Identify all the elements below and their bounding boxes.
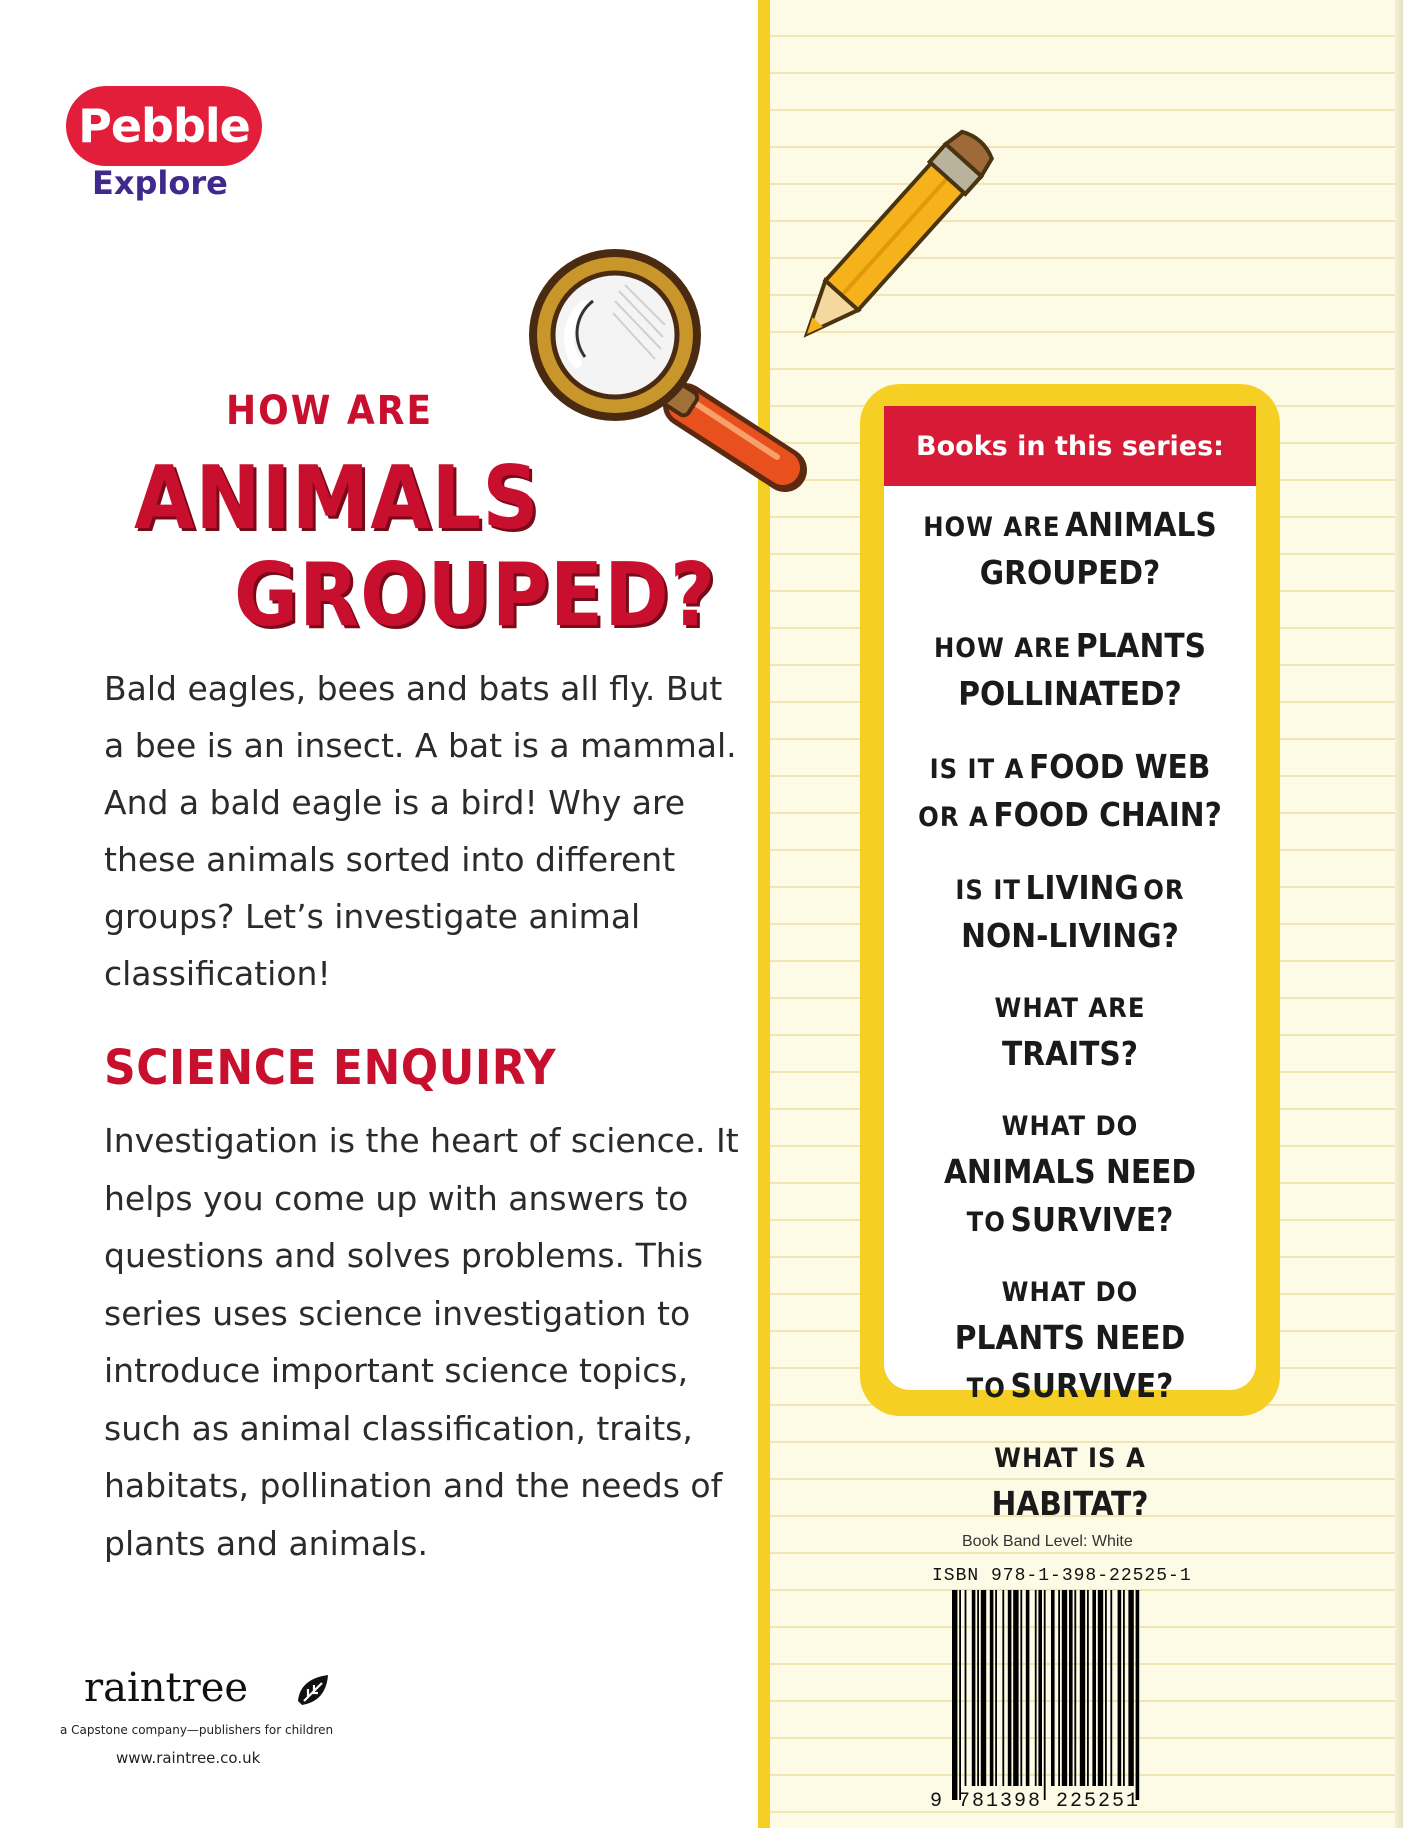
book-text-bold: FOOD CHAIN? <box>993 795 1222 834</box>
barcode-bar <box>952 1590 957 1800</box>
logo-word: Pebble <box>78 99 250 153</box>
book-text-regular: IS IT <box>955 875 1021 906</box>
barcode-bar <box>1118 1590 1122 1786</box>
barcode-bar <box>1069 1590 1073 1786</box>
science-enquiry-text: Investigation is the heart of science. It helps you come up with answers to questions and solves problems. This series uses science investigation to introduce important science topics, such as animal classification, traits, habitats, pollination and the needs of plants and animals. <box>104 1121 739 1563</box>
barcode-bar <box>1087 1590 1089 1786</box>
barcode-bar <box>1128 1590 1133 1786</box>
book-text-bold: FOOD WEB <box>1029 747 1211 786</box>
book-text-regular: WHAT DO <box>1001 1111 1139 1142</box>
barcode-bar <box>1080 1590 1085 1786</box>
publisher-tagline: a Capstone company—publishers for children <box>60 1723 334 1737</box>
barcode-bar <box>1051 1590 1055 1786</box>
book-text-regular: WHAT IS A <box>994 1443 1146 1474</box>
book-text-bold: ANIMALS NEED <box>943 1152 1197 1191</box>
book-text-regular: TO <box>966 1373 1006 1404</box>
series-book-plants-pollinated <box>884 625 1256 721</box>
barcode-bar <box>1058 1590 1060 1786</box>
pebble-explore-logo <box>66 86 266 206</box>
blurb-text: Bald eagles, bees and bats all fly. But a bee is an insect. A bat is a mammal. And a bald eagle is a bird! Why are these animals sorted into different groups? Let’s investigate animal classification! <box>104 669 737 993</box>
book-text-bold: TRAITS? <box>1002 1034 1138 1073</box>
book-text-bold: PLANTS <box>1075 626 1207 665</box>
book-text-regular: IS IT A <box>929 754 1025 785</box>
barcode-bar <box>1035 1590 1037 1786</box>
barcode-bar <box>1020 1590 1022 1786</box>
book-text-bold: LIVING <box>1025 868 1139 907</box>
series-header: Books in this series: <box>884 406 1256 486</box>
barcode-bar <box>965 1590 967 1786</box>
series-book-food-web <box>884 746 1256 842</box>
book-text-bold: SURVIVE? <box>1010 1200 1174 1239</box>
barcode-bar <box>1044 1590 1046 1800</box>
series-book-plants-survive <box>884 1272 1256 1413</box>
series-book-habitat <box>884 1438 1256 1531</box>
raintree-leaf-icon <box>294 1671 334 1711</box>
book-text-regular: HOW ARE <box>933 633 1072 664</box>
series-book-living <box>884 867 1256 963</box>
barcode-bar <box>1013 1590 1018 1786</box>
barcode-bar <box>1136 1590 1140 1800</box>
title-line-small: HOW ARE <box>226 388 434 434</box>
title-line-1: ANIMALS <box>134 448 540 550</box>
series-list <box>884 486 1256 1531</box>
logo-pill <box>66 86 262 166</box>
barcode-bar <box>1110 1590 1112 1786</box>
title-line-2: GROUPED? <box>234 545 717 647</box>
book-text-bold: PLANTS NEED <box>954 1318 1186 1357</box>
isbn-text: ISBN 978-1-398-22525-1 <box>932 1566 1192 1586</box>
book-text-regular: WHAT DO <box>1001 1277 1139 1308</box>
logo-sub: Explore <box>92 164 228 202</box>
book-text-regular: WHAT ARE <box>994 993 1146 1024</box>
series-panel <box>860 384 1280 1523</box>
barcode-bar <box>1123 1590 1125 1786</box>
book-text-regular: OR A <box>918 802 989 833</box>
barcode-bar <box>995 1590 997 1786</box>
barcode-bar <box>1026 1590 1030 1786</box>
barcode-bar <box>1105 1590 1107 1786</box>
barcode-bar <box>1092 1590 1096 1786</box>
series-book-traits <box>884 988 1256 1081</box>
barcode-bar <box>1008 1590 1012 1786</box>
pencil-icon <box>800 110 1030 330</box>
barcode-digits: 9 781398 225251 <box>930 1790 1141 1813</box>
page-edge <box>1395 0 1403 1828</box>
science-enquiry-heading: SCIENCE ENQUIRY <box>104 1040 557 1097</box>
barcode-bar <box>972 1590 976 1786</box>
barcode-bar <box>1002 1590 1004 1786</box>
barcode-bar <box>990 1590 994 1786</box>
series-panel-inner <box>884 406 1256 1523</box>
series-book-animals-grouped <box>884 504 1256 600</box>
barcode-icon <box>950 1590 1190 1800</box>
barcode-bar <box>1038 1590 1042 1786</box>
book-text-bold: HABITAT? <box>991 1484 1149 1523</box>
publisher-name: raintree <box>84 1665 249 1711</box>
book-text-bold: POLLINATED? <box>958 674 1182 713</box>
book-text-bold: GROUPED? <box>979 553 1161 592</box>
barcode-bar <box>977 1590 979 1786</box>
book-text-regular: OR <box>1143 875 1185 906</box>
barcode-bar <box>981 1590 986 1786</box>
publisher-url[interactable]: www.raintree.co.uk <box>116 1749 261 1767</box>
series-book-animals-survive <box>884 1106 1256 1247</box>
barcode-bar <box>1098 1590 1103 1786</box>
book-text-regular: TO <box>966 1207 1006 1238</box>
barcode-bar <box>959 1590 961 1800</box>
book-text-bold: ANIMALS <box>1065 505 1217 544</box>
book-text-bold: SURVIVE? <box>1010 1366 1174 1405</box>
barcode-bar <box>1074 1590 1076 1786</box>
book-text-regular: HOW ARE <box>923 512 1061 543</box>
book-band-level: Book Band Level: White <box>962 1533 1133 1550</box>
magnifying-glass-icon <box>515 245 825 495</box>
barcode-bar <box>1062 1590 1067 1786</box>
book-text-bold: NON-LIVING? <box>961 916 1179 955</box>
